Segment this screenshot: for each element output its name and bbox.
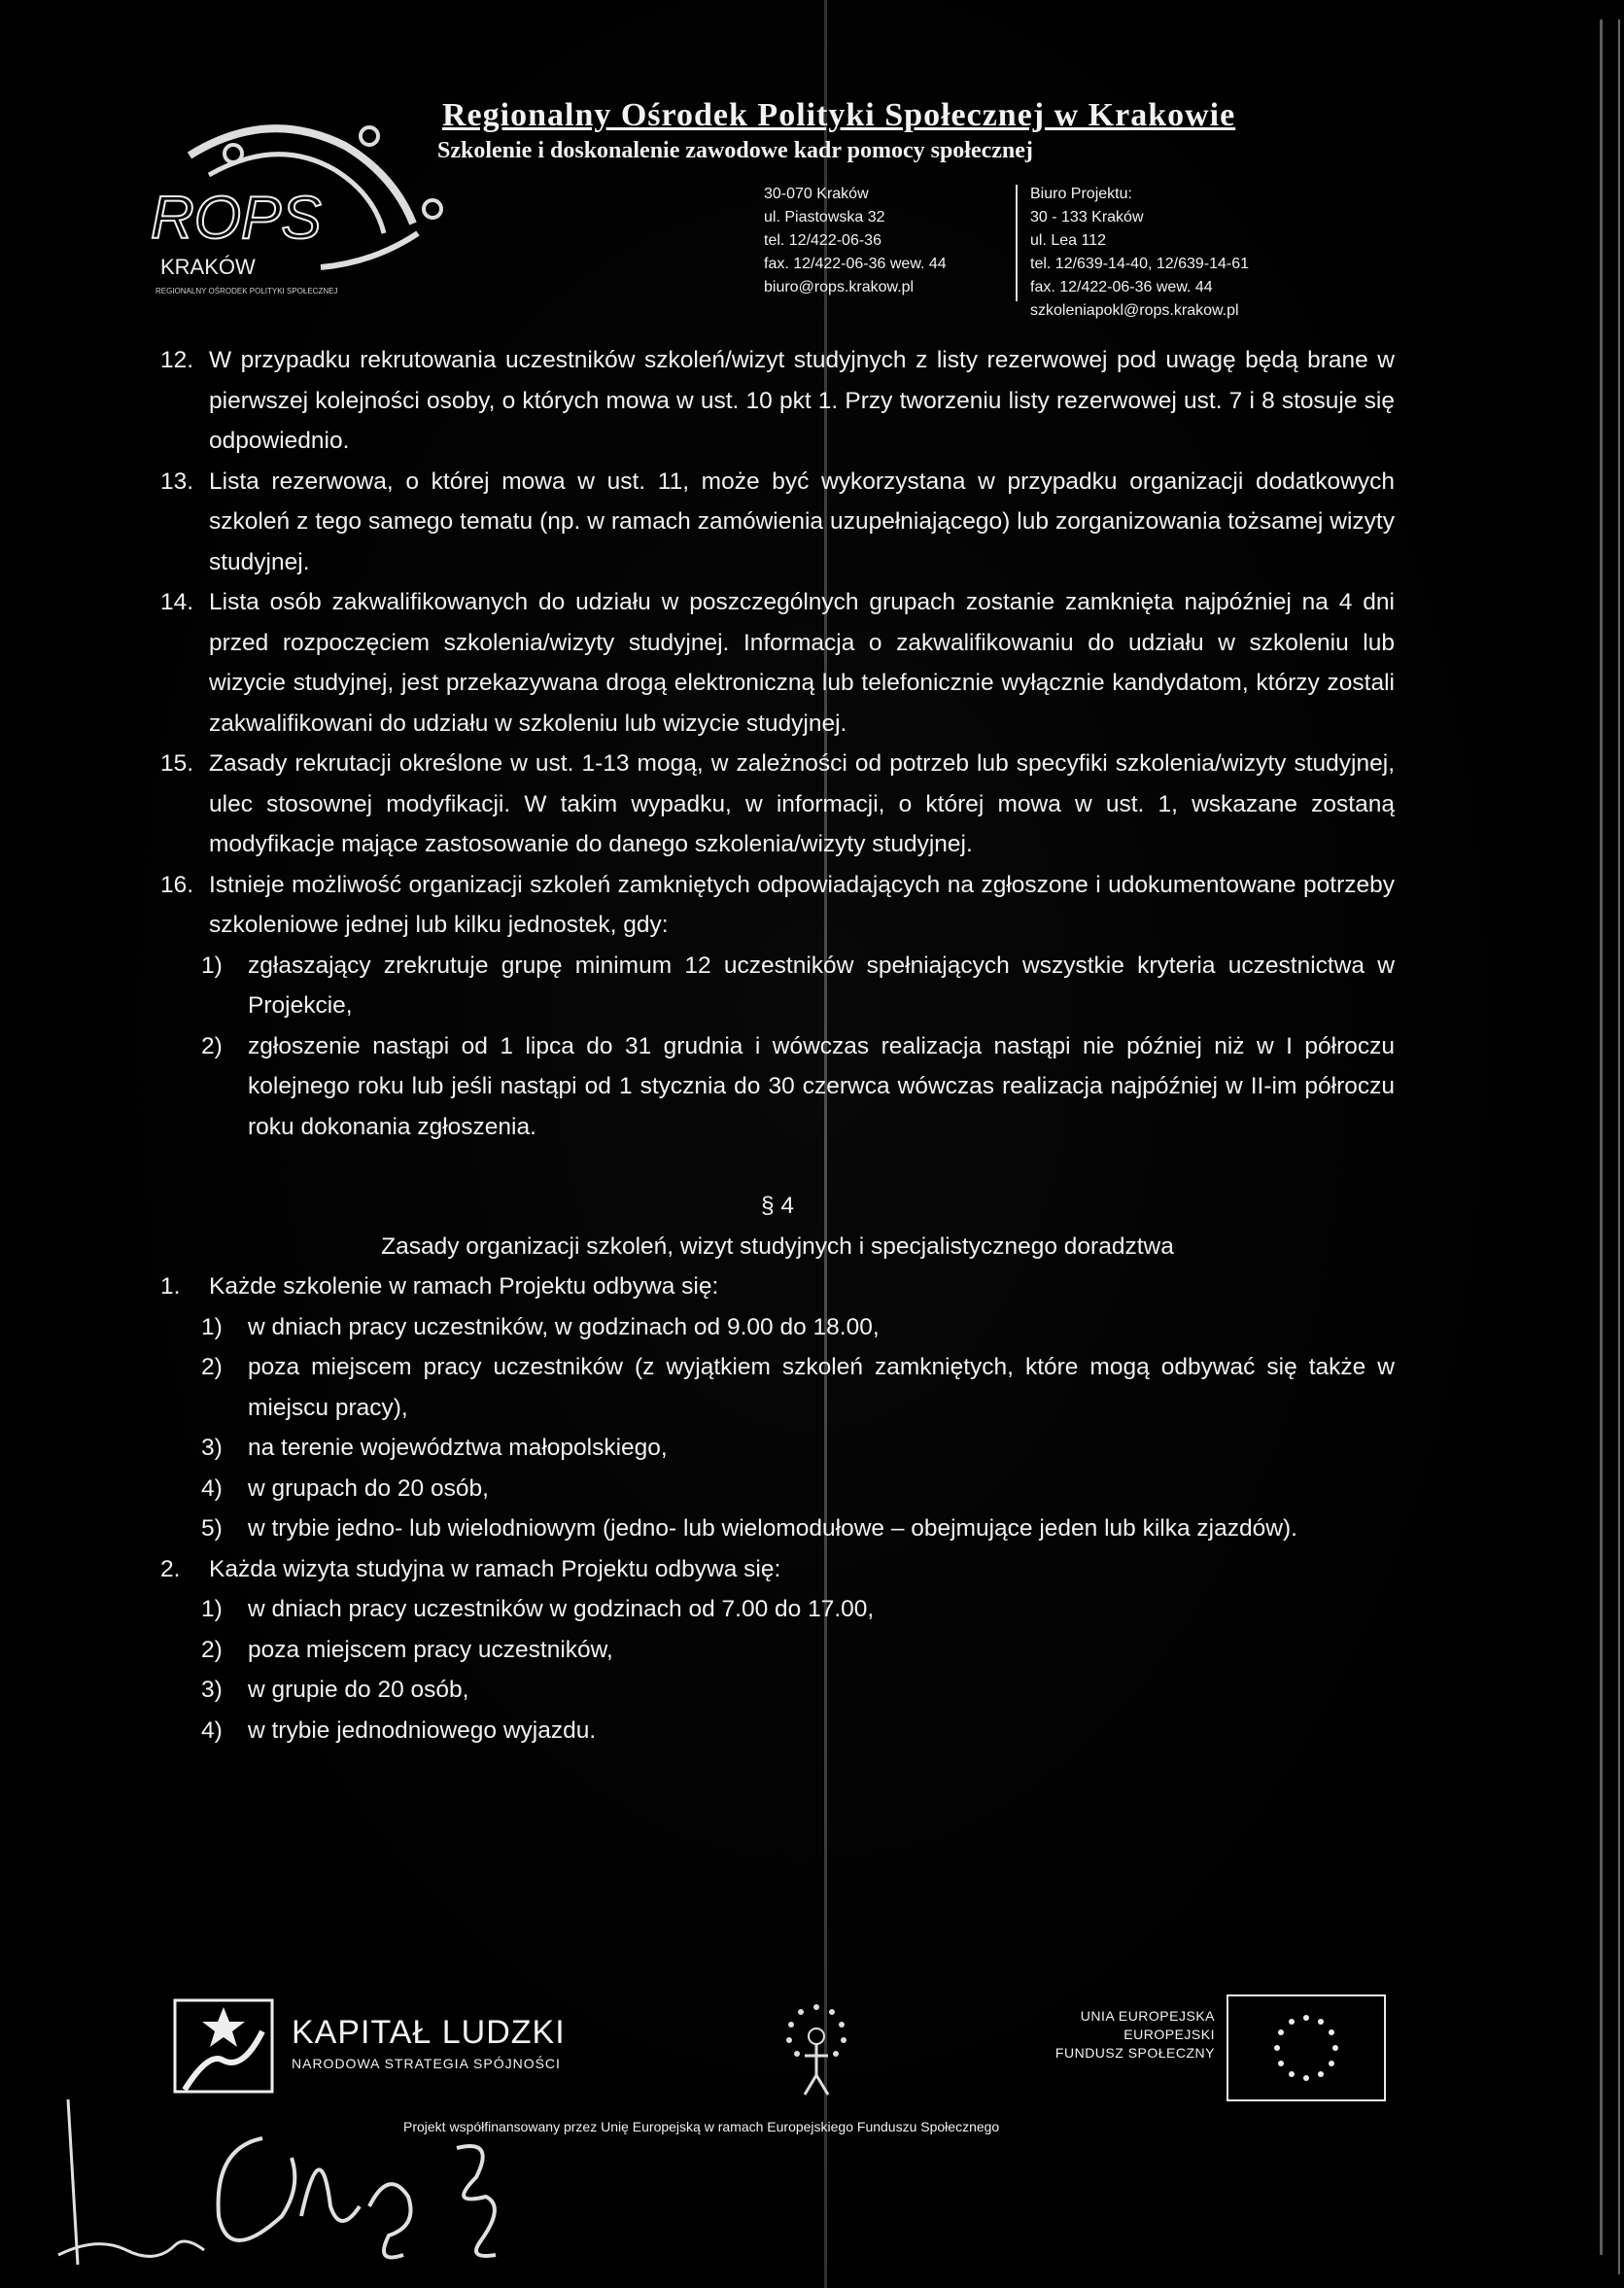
address-main: 30-070 Kraków ul. Piastowska 32 tel. 12/422-06-36 fax. 12/422-06-36 wew. 44 biuro@rops.krakow.pl — [764, 186, 947, 295]
address-project: Biuro Projektu: 30 - 133 Kraków ul. Lea 112 tel. 12/639-14-40, 12/639-14-61 fax. 12/422-06-36 wew. 44 szkoleniapokl@rops.krakow.pl — [1030, 186, 1250, 319]
header-title: Regionalny Ośrodek Polityki Społecznej w Krakowie — [442, 97, 1236, 133]
list-text: w trybie jednodniowego wyjazdu. — [248, 1716, 597, 1744]
list-text: poza miejscem pracy uczestników (z wyjątkiem szkoleń zamkniętych, które mogą odbywać się także w miejscu pracy), — [248, 1354, 1395, 1421]
paragraph-text: W przypadku rekrutowania uczestników szkoleń/wizyt studyjnych z listy rezerwowej pod uwagę będą brane w pierwszej kolejności osoby, o których mowa w ust. 10 pkt 1. Przy tworzeniu listy rezerwowej ust. 7 i 8 stosuje się odpowiednio. — [209, 347, 1395, 454]
paragraph-13 — [160, 462, 1395, 583]
paragraph-number: 14. — [160, 589, 194, 615]
handwritten-signature — [39, 2070, 544, 2274]
section-title: Zasady organizacji szkoleń, wizyt studyjnych i specjalistycznego doradztwa — [381, 1232, 1174, 1260]
paragraph-15 — [160, 744, 1395, 865]
svg-text:KRAKÓW: KRAKÓW — [160, 255, 256, 279]
list-text: w grupie do 20 osób, — [248, 1677, 469, 1703]
list-item — [160, 1428, 1395, 1469]
list-item — [160, 1589, 1395, 1630]
paper-edge — [1600, 19, 1603, 2255]
eu-fund-text: UNIA EUROPEJSKA EUROPEJSKI FUNDUSZ SPOŁECZNY — [1054, 2008, 1215, 2061]
section-paragraph-1 — [160, 1266, 1395, 1307]
kapital-ludzki-subtitle: NARODOWA STRATEGIA SPÓJNOŚCI — [292, 2056, 561, 2071]
paragraph-number: 13. — [160, 468, 194, 495]
list-item — [160, 1670, 1395, 1711]
list-text: w grupach do 20 osób, — [248, 1474, 489, 1502]
section-paragraph-2 — [160, 1549, 1395, 1590]
paragraph-text: Zasady rekrutacji określone w ust. 1-13 mogą, w zależności od potrzeb lub specyfiki szkolenia/wizyty studyjnej, ulec stosownej modyfikacji. W takim wypadku, w informacji, o której mowa w ust. 1, wskazane zostaną modyfikacje mające zastosowanie do danego szkolenia/wizyty studyjnej. — [209, 750, 1395, 857]
header-subtitle: Szkolenie i doskonalenie zawodowe kadr pomocy społecznej — [437, 138, 1033, 163]
eu-stars-emblem-icon — [777, 1997, 855, 2104]
list-item — [160, 1711, 1395, 1751]
section-mark: § 4 — [760, 1193, 795, 1219]
list-number: 4) — [201, 1474, 223, 1502]
svg-text:REGIONALNY OŚRODEK POLITYKI SP: REGIONALNY OŚRODEK POLITYKI SPOŁECZNEJ — [155, 287, 338, 295]
svg-text:ROPS: ROPS — [151, 185, 322, 252]
paragraph-text: Lista rezerwowa, o której mowa w ust. 11, może być wykorzystana w przypadku organizacji dodatkowych szkoleń z tego samego tematu (np. w ramach zamówienia uzupełniającego) lub zorganizowania tożsamej wizyty studyjnej. — [209, 468, 1395, 575]
list-text: na terenie województwa małopolskiego, — [248, 1435, 668, 1461]
list-item — [160, 1630, 1395, 1671]
list-item — [160, 1469, 1395, 1509]
address-separator — [1016, 185, 1018, 301]
list-number: 2) — [201, 1354, 223, 1380]
eu-flag-icon — [1227, 1994, 1386, 2101]
list-text: zgłoszenie nastąpi od 1 lipca do 31 grudnia i wówczas realizacja nastąpi nie później niż w I półroczu kolejnego roku lub jeśli nastąpi od 1 stycznia do 30 czerwca wówczas realizacja najpóźniej w II-im półroczu roku dokonania zgłoszenia. — [248, 1032, 1395, 1140]
document-body — [160, 340, 1395, 1751]
paragraph-number: 16. — [160, 871, 194, 898]
list-number: 2) — [201, 1636, 223, 1663]
list-number: 3) — [201, 1677, 223, 1703]
list-item — [160, 1347, 1395, 1428]
rops-logo — [151, 117, 462, 311]
list-number: 4) — [201, 1716, 223, 1744]
list-number: 1) — [201, 1596, 223, 1622]
list-number: 2) — [201, 1032, 223, 1059]
paragraph-14 — [160, 582, 1395, 744]
list-number: 1) — [201, 1313, 223, 1340]
paragraph-12 — [160, 340, 1395, 462]
paragraph-number: 15. — [160, 750, 194, 777]
paragraph-text: Lista osób zakwalifikowanych do udziału w poszczególnych grupach zostanie zamknięta najpóźniej na 4 dni przed rozpoczęciem szkolenia/wizyty studyjnej. Informacja o zakwalifikowaniu do udziału w szkoleniu lub wizycie studyjnej, jest przekazywana drogą elektroniczną lub telefonicznie wyłącznie kandydatom, którzy zostali zakwalifikowani do udziału w szkoleniu lub wizycie studyjnej. — [209, 589, 1395, 737]
list-item — [160, 946, 1395, 1026]
list-number: 5) — [201, 1515, 223, 1542]
list-text: zgłaszający zrekrutuje grupę minimum 12 uczestników spełniających wszystkie kryteria uczestnictwa w Projekcie, — [248, 952, 1395, 1019]
list-text: w dniach pracy uczestników, w godzinach od 9.00 do 18.00, — [248, 1313, 880, 1340]
paragraph-text: Każde szkolenie w ramach Projektu odbywa się: — [209, 1273, 719, 1300]
list-item — [160, 1508, 1395, 1549]
paragraph-number: 12. — [160, 347, 194, 373]
list-text: w dniach pracy uczestników w godzinach od 7.00 do 17.00, — [248, 1596, 875, 1622]
paragraph-number: 2. — [160, 1555, 181, 1582]
list-text: w trybie jedno- lub wielodniowym (jedno- lub wielomodułowe – obejmujące jeden lub kilka zjazdów). — [248, 1515, 1297, 1542]
kapital-ludzki-title: KAPITAŁ LUDZKI — [292, 2014, 566, 2051]
paragraph-text: Istnieje możliwość organizacji szkoleń zamkniętych odpowiadających na zgłoszone i udokumentowane potrzeby szkoleniowe jednej lub kilku jednostek, gdy: — [209, 871, 1395, 938]
list-number: 1) — [201, 952, 223, 979]
paper-edge-outer — [1618, 19, 1620, 2274]
list-item — [160, 1307, 1395, 1348]
list-item — [160, 1026, 1395, 1148]
paragraph-16 — [160, 865, 1395, 946]
list-text: poza miejscem pracy uczestników, — [248, 1636, 613, 1663]
list-number: 3) — [201, 1435, 223, 1461]
paragraph-number: 1. — [160, 1273, 181, 1300]
cofinancing-note: Projekt współfinansowany przez Unię Europejską w ramach Europejskiego Funduszu Społecznego — [403, 2119, 1000, 2134]
paragraph-text: Każda wizyta studyjna w ramach Projektu odbywa się: — [209, 1555, 781, 1582]
